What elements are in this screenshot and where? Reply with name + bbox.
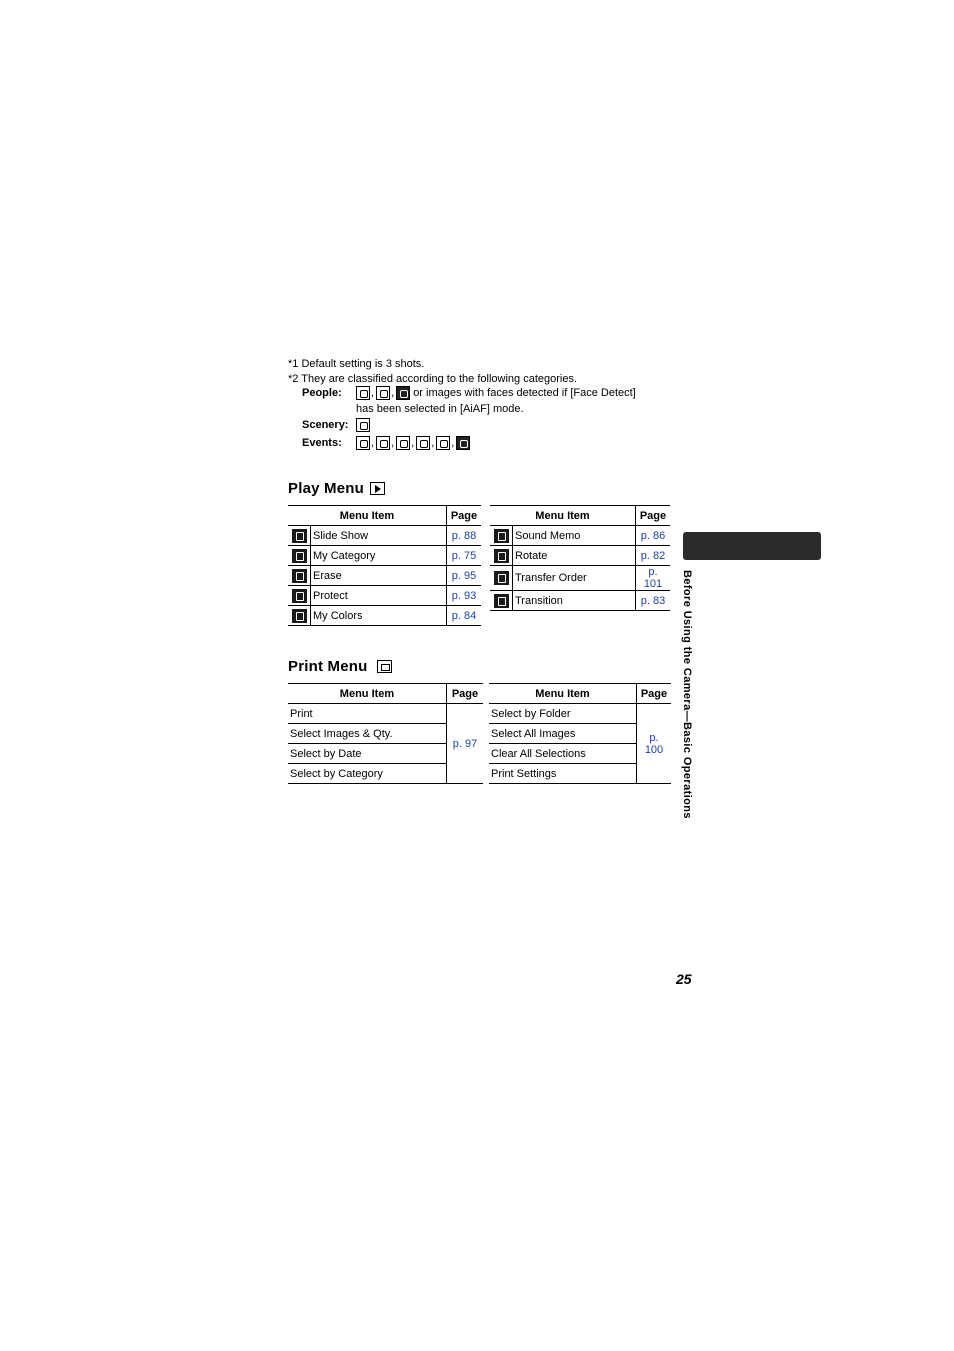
play-menu-title: Play Menu xyxy=(288,480,364,497)
footnote-1: *1 Default setting is 3 shots. xyxy=(288,358,425,370)
table-row: My Colors p. 84 xyxy=(288,606,481,626)
column-header-page: Page xyxy=(636,506,671,526)
scenery-row xyxy=(302,418,370,432)
column-header-menu-item: Menu Item xyxy=(490,506,636,526)
indoor-icon xyxy=(396,386,410,400)
play-icon xyxy=(370,482,385,495)
page-link[interactable]: p. 95 xyxy=(447,566,482,586)
column-header-menu-item: Menu Item xyxy=(288,506,447,526)
fireworks-icon xyxy=(416,436,430,450)
page-link[interactable]: p. 86 xyxy=(636,526,671,546)
people-label: People: xyxy=(302,386,342,399)
page-number: 25 xyxy=(676,971,692,987)
play-menu-table-left xyxy=(288,505,481,626)
table-row: Transfer Order p. 101 xyxy=(490,566,670,591)
table-row: My Category p. 75 xyxy=(288,546,481,566)
column-header-page: Page xyxy=(447,506,482,526)
footnote-2: *2 They are classified according to the following categories. xyxy=(288,373,578,385)
table-row: Sound Memo p. 86 xyxy=(490,526,670,546)
portrait-icon xyxy=(356,386,370,400)
transition-icon xyxy=(494,594,509,608)
play-menu-table-right xyxy=(490,505,670,611)
snow-icon xyxy=(376,436,390,450)
sound-memo-icon xyxy=(494,529,509,543)
people-row: People: , , or images with faces detected if [Face Detect] xyxy=(302,386,636,399)
page-link[interactable]: p. 101 xyxy=(636,566,671,591)
protect-icon xyxy=(292,589,307,603)
table-row: Transition p. 83 xyxy=(490,591,670,611)
page-link[interactable]: p. 75 xyxy=(447,546,482,566)
page-link[interactable]: p. 82 xyxy=(636,546,671,566)
column-header-page: Page xyxy=(447,684,484,704)
column-header-menu-item: Menu Item xyxy=(288,684,447,704)
table-row: Select All Images xyxy=(489,724,671,744)
print-menu-heading xyxy=(288,658,392,676)
my-colors-icon xyxy=(292,609,307,623)
events-label: Events: xyxy=(302,436,342,449)
print-menu-table-left xyxy=(288,683,483,784)
page-link[interactable]: p. 93 xyxy=(447,586,482,606)
page-link[interactable]: p. 97 xyxy=(447,704,484,784)
transfer-order-icon xyxy=(494,571,509,585)
chapter-title-vertical: Before Using the Camera—Basic Operations xyxy=(681,570,693,819)
play-menu-heading xyxy=(288,480,385,498)
table-row: Select by Folder p. 100 xyxy=(489,704,671,724)
table-row: Select by Date xyxy=(288,744,483,764)
events-row: Events: , , , , , xyxy=(302,436,470,450)
landscape-icon xyxy=(356,418,370,432)
underwater-icon xyxy=(456,436,470,450)
table-row: Protect p. 93 xyxy=(288,586,481,606)
table-row: Slide Show p. 88 xyxy=(288,526,481,546)
table-row: Select Images & Qty. xyxy=(288,724,483,744)
aquarium-icon xyxy=(436,436,450,450)
erase-icon xyxy=(292,569,307,583)
print-menu-table-right xyxy=(489,683,671,784)
kids-pets-icon xyxy=(376,386,390,400)
beach-icon xyxy=(396,436,410,450)
table-row: Erase p. 95 xyxy=(288,566,481,586)
page-link[interactable]: p. 84 xyxy=(447,606,482,626)
slide-show-icon xyxy=(292,529,307,543)
my-category-icon xyxy=(292,549,307,563)
scenery-label: Scenery: xyxy=(302,418,349,431)
print-icon xyxy=(377,660,392,673)
page-link[interactable]: p. 100 xyxy=(637,704,672,784)
rotate-icon xyxy=(494,549,509,563)
print-menu-title: Print Menu xyxy=(288,658,368,675)
page-link[interactable]: p. 88 xyxy=(447,526,482,546)
table-row: Clear All Selections xyxy=(489,744,671,764)
chapter-tab xyxy=(683,532,821,560)
table-row: Rotate p. 82 xyxy=(490,546,670,566)
foliage-icon xyxy=(356,436,370,450)
column-header-menu-item: Menu Item xyxy=(489,684,637,704)
people-text-2: has been selected in [AiAF] mode. xyxy=(356,403,524,415)
people-text-1: or images with faces detected if [Face Detect] xyxy=(413,386,636,399)
table-row: Print p. 97 xyxy=(288,704,483,724)
table-row: Select by Category xyxy=(288,764,483,784)
table-row: Print Settings xyxy=(489,764,671,784)
column-header-page: Page xyxy=(637,684,672,704)
page-link[interactable]: p. 83 xyxy=(636,591,671,611)
